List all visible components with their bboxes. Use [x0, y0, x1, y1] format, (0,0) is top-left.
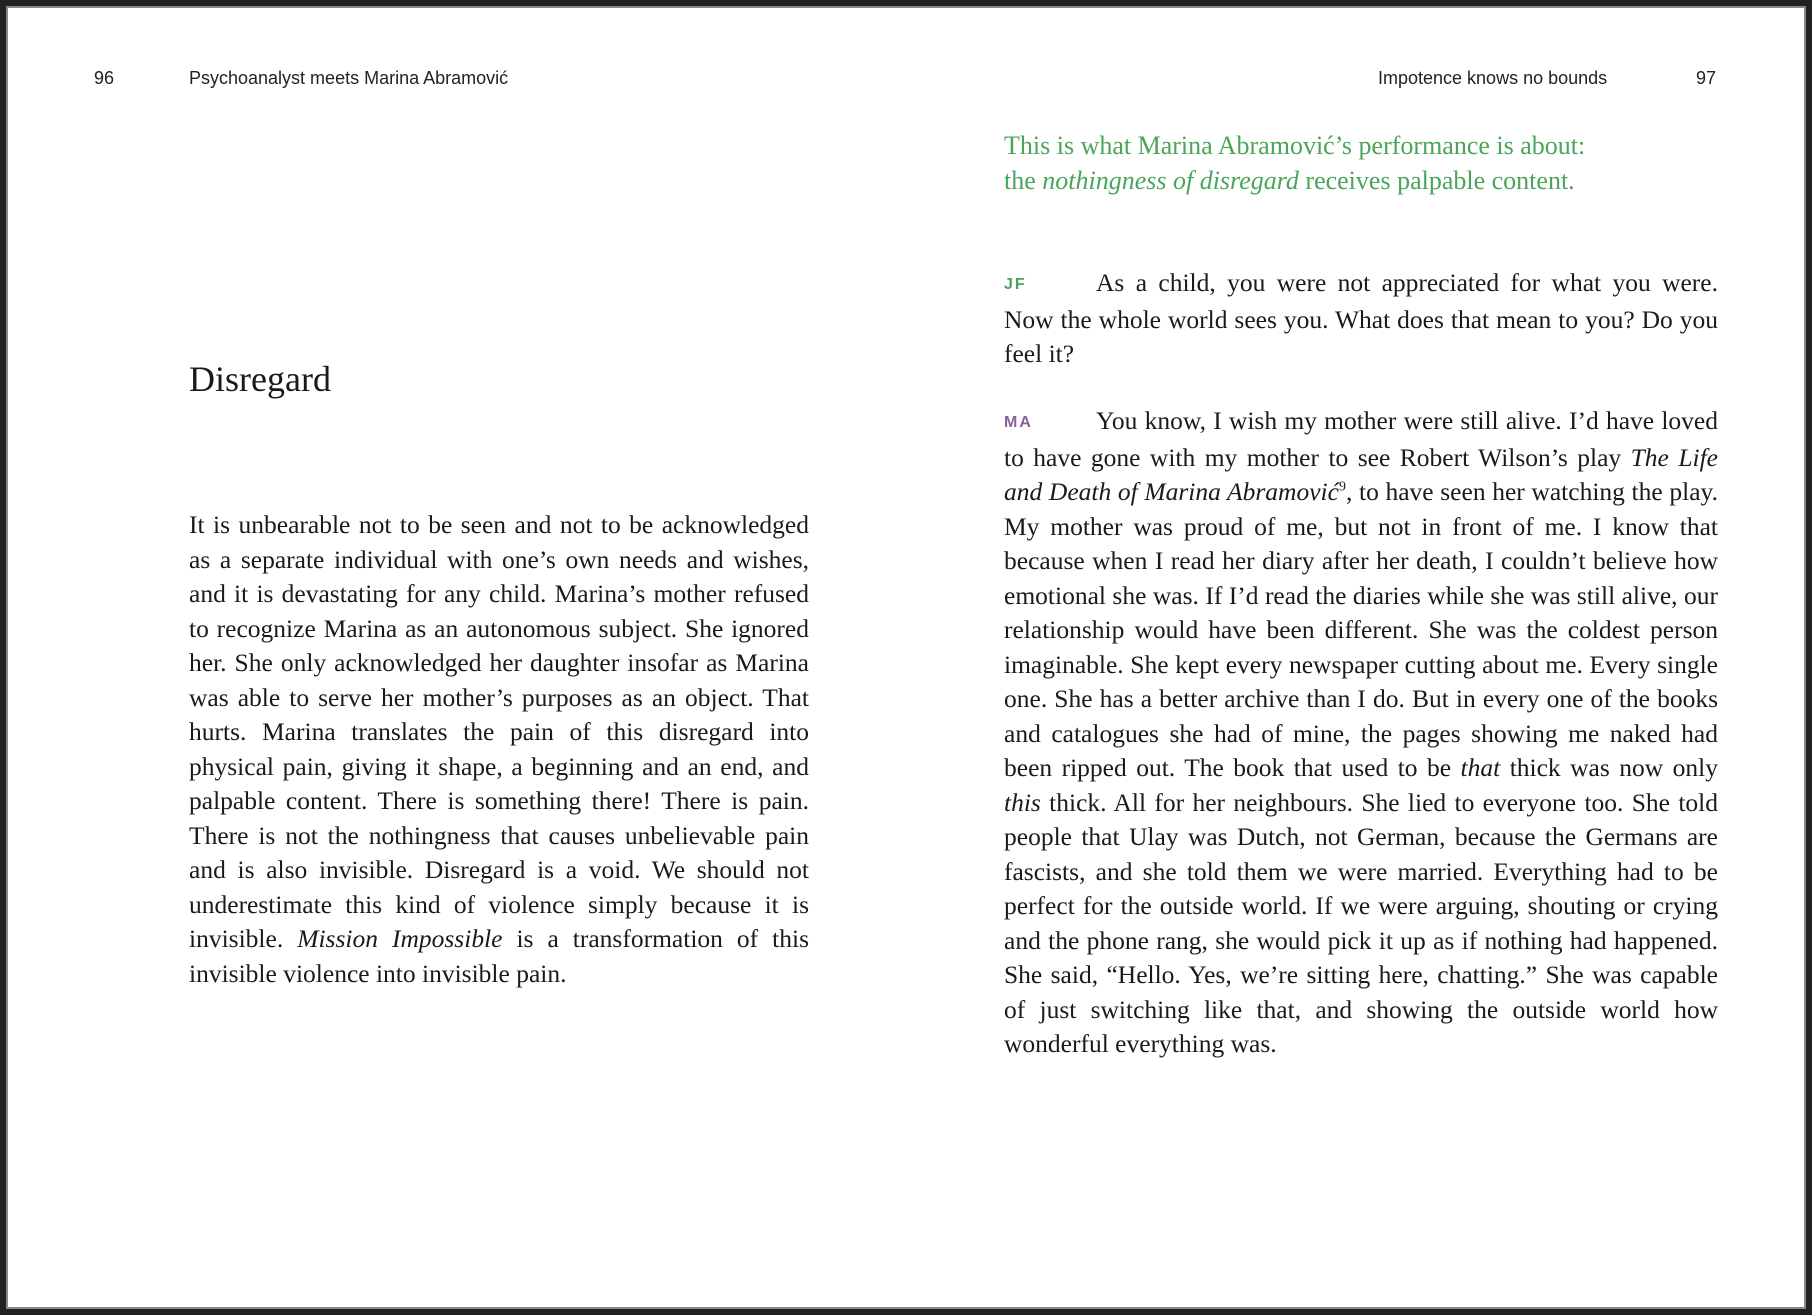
interview-question — [1004, 266, 1718, 372]
answer-text-3: thick was now only — [1500, 753, 1718, 782]
interview-answer — [1004, 404, 1718, 1062]
answer-text-4: thick. All for her neighbours. She lied to everyone too. She told people that Ulay was Dutch, not German, because the Germans are fascists, and she told them we were married. Everything had to be perfect for the outside world. If we were arguing, shouting or crying and the phone rang, she would pick it up as if nothing had happened. She said, “Hello. Yes, we’re sitting here, chatting.” She was capable of just switching like that, and showing the outside world how wonderful everything was. — [1004, 787, 1718, 1058]
body-text-2: is a transformation of this invisible violence into invisible pain. — [189, 924, 809, 988]
answer-italic-this: this — [1004, 787, 1041, 817]
answer-italic-that: that — [1460, 753, 1501, 782]
pull-quote-text-1: This is what Marina Abramović’s performance is about: the — [1004, 131, 1586, 195]
right-page-number: 97 — [1696, 68, 1717, 88]
body-paragraph — [189, 508, 809, 991]
right-running-header: Impotence knows no bounds — [1378, 68, 1608, 88]
speaker-label-jf: JF — [1004, 276, 1027, 293]
left-running-header: Psychoanalyst meets Marina Abramović — [189, 68, 509, 88]
footnote-marker[interactable]: 9 — [1338, 479, 1346, 495]
left-page-number: 96 — [94, 68, 115, 88]
pull-quote-italic: nothingness of disregard — [1042, 165, 1299, 195]
section-heading: Disregard — [189, 359, 331, 399]
pull-quote — [1004, 129, 1594, 198]
answer-text-2: , to have seen her watching the play. My mother was proud of me, but not in front of me. I know that because when I read her diary after her death, I couldn’t believe how emotional she was. If I’d read the diaries while she was still alive, our relationship would have been different. She was the coldest person imaginable. She kept every newspaper cutting about me. Every single one. She has a better archive than I do. But in every one of the books and catalogues she had of mine, the pages showing me naked had been ripped out. The book that used to be — [1004, 477, 1718, 782]
answer-text-1: You know, I wish my mother were still alive. I’d have loved to have gone with my mother to see Robert Wilson’s play — [1004, 406, 1718, 472]
answer-italic-play-title: The Life and Death of Marina Abramović — [1004, 442, 1719, 506]
pull-quote-text-2: receives palpable content. — [1298, 165, 1575, 195]
question-text: As a child, you were not appreciated for what you were. Now the whole world sees you. What does that mean to you? Do you feel it? — [1004, 268, 1718, 368]
speaker-label-ma: MA — [1004, 414, 1033, 431]
body-text-1: It is unbearable not to be seen and not to be acknowledged as a separate individual with one’s own needs and wishes, and it is devastating for any child. Marina’s mother refused to recognize Marina as an autonomous subject. She ignored her. She only acknowledged her daughter insofar as Marina was able to serve her mother’s purposes as an object. That hurts. Marina translates the pain of this disregard into physical pain, giving it shape, a beginning and an end, and palpable content. There is something there! There is pain. There is not the nothingness that causes unbelievable pain and is also invisible. Disregard is a void. We should not underestimate this kind of violence simply because it is invisible. — [189, 510, 809, 953]
body-italic-title: Mission Impossible — [297, 924, 503, 953]
